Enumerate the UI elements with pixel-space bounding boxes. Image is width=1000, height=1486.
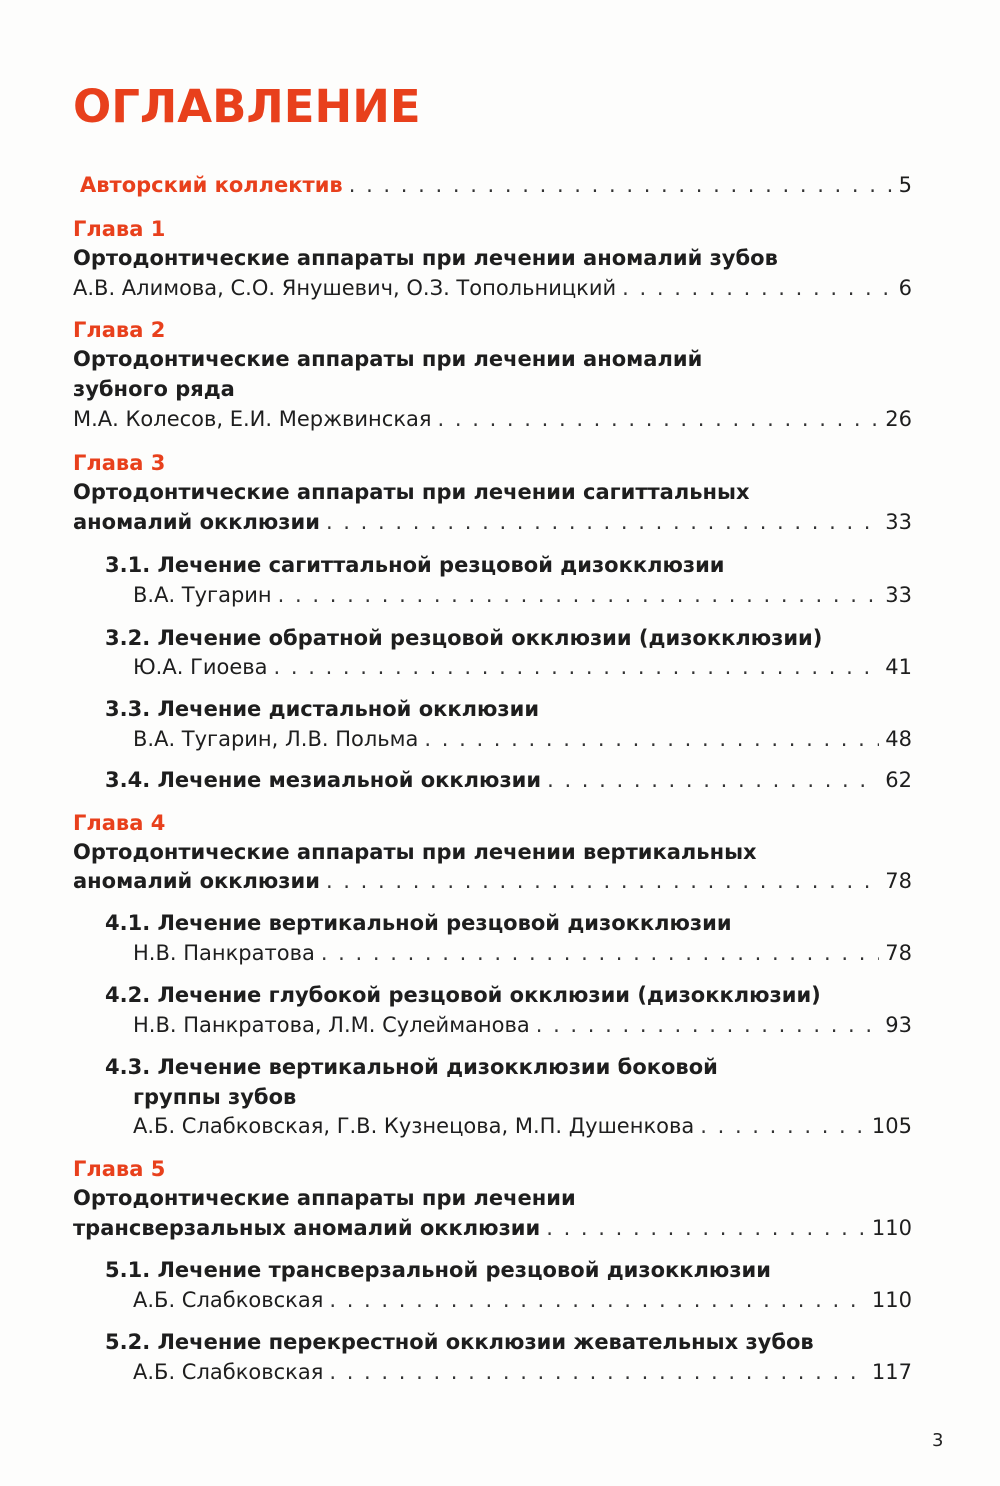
dot-leader xyxy=(321,936,879,970)
dot-leader xyxy=(424,722,879,756)
dot-leader xyxy=(546,1211,866,1245)
page-number: 3 xyxy=(932,1430,944,1451)
page-ref: 117 xyxy=(871,1360,912,1384)
page-ref: 110 xyxy=(871,1288,912,1312)
page-ref: 62 xyxy=(885,768,912,792)
chapter-title[interactable]: Ортодонтические аппараты при лечении аномалий зубов xyxy=(73,246,778,270)
section-title[interactable]: 3.1. Лечение сагиттальной резцовой дизокклюзии xyxy=(105,553,725,577)
chapter-title-cont[interactable]: аномалий окклюзии . . . 78 xyxy=(0,864,1000,898)
authors-text: А.В. Алимова, С.О. Янушевич, О.З. Топольницкий xyxy=(73,276,617,300)
section-authors[interactable] xyxy=(0,650,1000,684)
dot-leader xyxy=(438,402,880,436)
page-ref: 26 xyxy=(885,407,912,431)
chapter-title-cont[interactable]: трансверзальных аномалий окклюзии . . . 110 xyxy=(0,1211,1000,1245)
page-ref: 110 xyxy=(871,1216,912,1240)
page-ref: 41 xyxy=(885,655,912,679)
page-ref: 5 xyxy=(898,173,912,197)
chapter-title[interactable]: Ортодонтические аппараты при лечении сагиттальных xyxy=(73,480,750,504)
section-authors[interactable] xyxy=(0,1109,1000,1143)
section-authors[interactable] xyxy=(0,936,1000,970)
dot-leader xyxy=(326,864,879,898)
page-ref: 105 xyxy=(871,1114,912,1138)
section-title[interactable]: 3.4. Лечение мезиальной окклюзии . . . 62 xyxy=(0,763,1000,797)
section-title[interactable]: 5.1. Лечение трансверзальной резцовой дизокклюзии xyxy=(105,1258,771,1282)
dot-leader xyxy=(700,1109,866,1143)
page-ref: 93 xyxy=(885,1013,912,1037)
page-ref: 33 xyxy=(885,583,912,607)
chapter-title-cont[interactable]: аномалий окклюзии . . . 33 xyxy=(0,505,1000,539)
section-authors[interactable] xyxy=(0,578,1000,612)
authors-text: А.Б. Слабковская xyxy=(133,1288,324,1312)
page-title: ОГЛАВЛЕНИЕ xyxy=(73,80,421,133)
page-ref: 33 xyxy=(885,510,912,534)
toc-entry-label: Авторский коллектив xyxy=(80,173,343,197)
section-title[interactable]: 3.2. Лечение обратной резцовой окклюзии (дизокклюзии) xyxy=(105,626,823,650)
authors-text: Ю.А. Гиоева xyxy=(133,655,268,679)
section-authors[interactable] xyxy=(0,1283,1000,1317)
dot-leader xyxy=(622,271,892,305)
authors-text: Н.В. Панкратова xyxy=(133,941,315,965)
chapter-authors[interactable] xyxy=(0,271,1000,305)
dot-leader xyxy=(329,1283,866,1317)
section-title[interactable]: 5.2. Лечение перекрестной окклюзии жевательных зубов xyxy=(105,1330,814,1354)
dot-leader xyxy=(326,505,879,539)
chapter-title[interactable]: Ортодонтические аппараты при лечении аномалий xyxy=(73,347,703,371)
chapter-label: Глава 5 xyxy=(73,1157,166,1181)
chapter-title[interactable]: Ортодонтические аппараты при лечении xyxy=(73,1186,576,1210)
authors-text: А.Б. Слабковская xyxy=(133,1360,324,1384)
section-title[interactable]: 4.1. Лечение вертикальной резцовой дизокклюзии xyxy=(105,911,732,935)
section-title-cont[interactable]: группы зубов xyxy=(133,1085,297,1109)
dot-leader xyxy=(547,763,879,797)
page-ref: 6 xyxy=(898,276,912,300)
chapter-title[interactable]: Ортодонтические аппараты при лечении вертикальных xyxy=(73,840,757,864)
chapter-label: Глава 1 xyxy=(73,217,166,241)
chapter-label: Глава 3 xyxy=(73,451,166,475)
page-ref: 48 xyxy=(885,727,912,751)
page-ref: 78 xyxy=(885,941,912,965)
dot-leader xyxy=(329,1355,866,1389)
section-title[interactable]: 3.3. Лечение дистальной окклюзии xyxy=(105,697,540,721)
section-title[interactable]: 4.3. Лечение вертикальной дизокклюзии боковой xyxy=(105,1055,718,1079)
section-authors[interactable] xyxy=(0,1355,1000,1389)
toc-entry-authors[interactable] xyxy=(0,168,1000,202)
authors-text: А.Б. Слабковская, Г.В. Кузнецова, М.П. Душенкова xyxy=(133,1114,695,1138)
section-authors[interactable] xyxy=(0,722,1000,756)
section-authors[interactable] xyxy=(0,1008,1000,1042)
chapter-title-cont[interactable]: зубного ряда xyxy=(73,377,235,401)
dot-leader xyxy=(536,1008,880,1042)
chapter-authors[interactable] xyxy=(0,402,1000,436)
authors-text: Н.В. Панкратова, Л.М. Сулейманова xyxy=(133,1013,530,1037)
dot-leader xyxy=(349,168,893,202)
authors-text: В.А. Тугарин, Л.В. Польма xyxy=(133,727,419,751)
page-ref: 78 xyxy=(885,869,912,893)
section-title[interactable]: 4.2. Лечение глубокой резцовой окклюзии (дизокклюзии) xyxy=(105,983,821,1007)
authors-text: М.А. Колесов, Е.И. Мержвинская xyxy=(73,407,432,431)
dot-leader xyxy=(274,650,880,684)
dot-leader xyxy=(278,578,880,612)
chapter-label: Глава 2 xyxy=(73,318,166,342)
chapter-label: Глава 4 xyxy=(73,811,166,835)
authors-text: В.А. Тугарин xyxy=(133,583,272,607)
